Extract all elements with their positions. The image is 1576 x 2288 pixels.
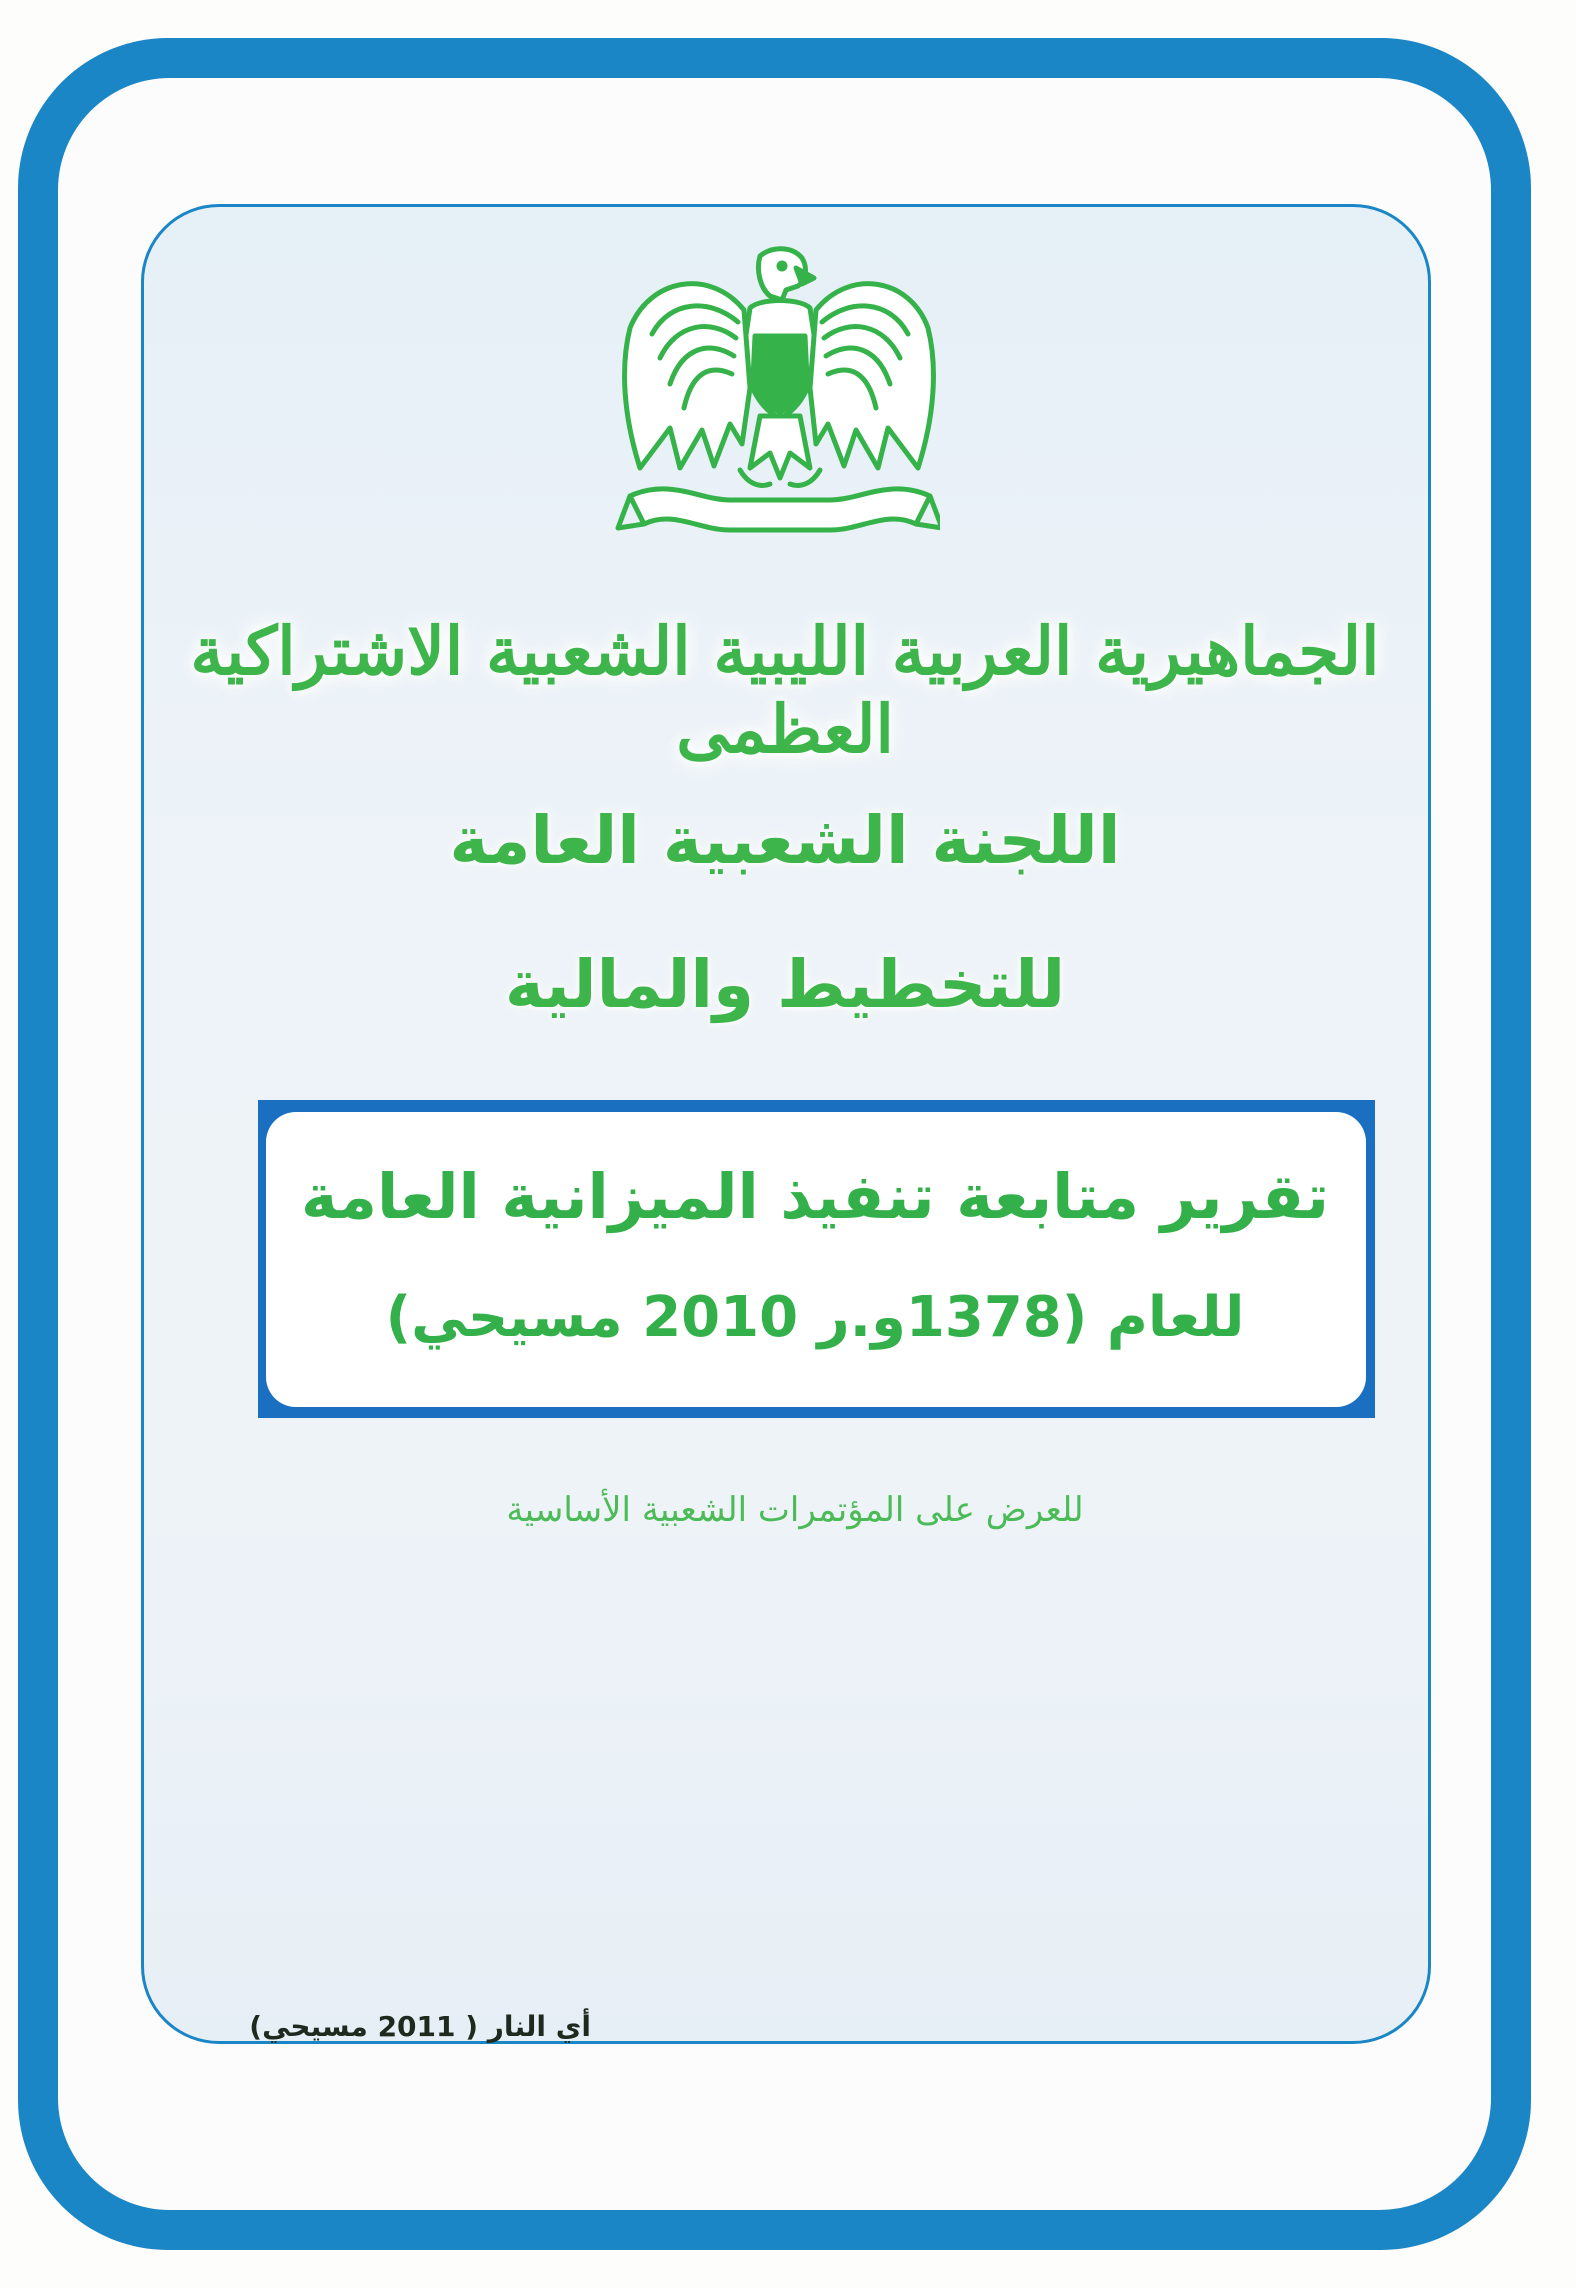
committee-department: للتخطيط والمالية: [504, 946, 1066, 1023]
committee-name: اللجنة الشعبية العامة: [449, 802, 1121, 879]
report-title: تقرير متابعة تنفيذ الميزانية العامة: [300, 1160, 1330, 1233]
presentation-note: للعرض على المؤتمرات الشعبية الأساسية: [506, 1490, 1084, 1530]
report-title-box: [266, 1112, 1366, 1407]
issue-date: أي النار ( 2011 مسيحي): [249, 2010, 591, 2043]
state-name-title: الجماهيرية العربية الليبية الشعبية الاشتراكية العظمى: [190, 612, 1380, 768]
eagle-emblem-icon: [610, 238, 940, 568]
report-year: للعام (1378و.ر 2010 مسيحي): [385, 1285, 1245, 1350]
